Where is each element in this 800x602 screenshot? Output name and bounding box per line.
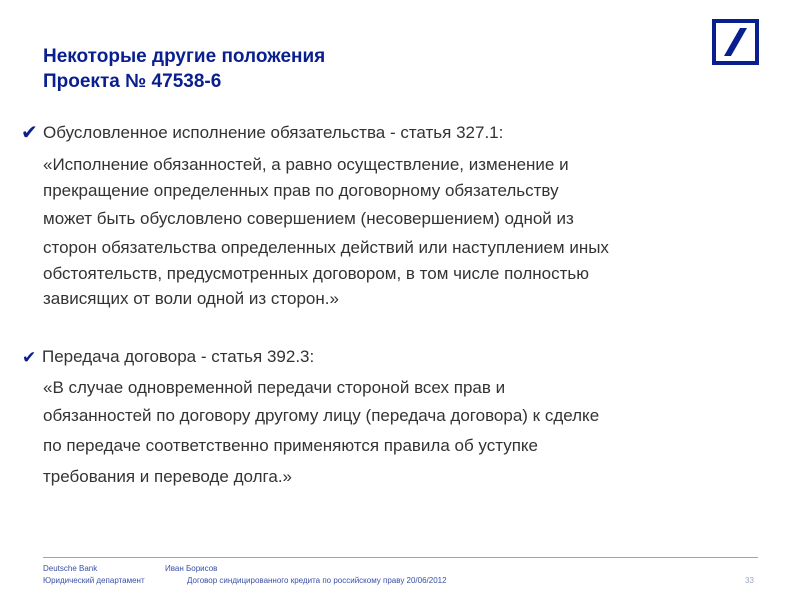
slide-title-line-1: Некоторые другие положения	[43, 46, 326, 67]
deutsche-bank-logo-icon	[712, 19, 759, 65]
bullet-article-392-3	[22, 346, 314, 369]
bullet-article-327-1	[21, 122, 503, 144]
quote-line: «Исполнение обязанностей, а равно осуществление, изменение и	[43, 155, 569, 174]
page-number: 33	[745, 576, 754, 585]
slide-title	[43, 44, 325, 94]
footer-divider	[43, 557, 758, 558]
footer-document-title: Договор синдицированного кредита по российскому праву 20/06/2012	[187, 576, 447, 585]
slide-title-line-2: Проекта № 47538-6	[43, 71, 222, 92]
bullet-heading: Обусловленное исполнение обязательства - статья 327.1:	[43, 123, 504, 142]
quote-line: сторон обязательства определенных действий или наступлением иных	[43, 238, 609, 257]
quote-line: прекращение определенных прав по договорному обязательству	[43, 181, 559, 200]
quote-line: обстоятельств, предусмотренных договором, в том числе полностью	[43, 264, 590, 283]
quote-line: обязанностей по договору другому лицу (передача договора) к сделке	[43, 406, 600, 425]
quote-line: по передаче соответственно применяются правила об уступке	[43, 436, 539, 455]
checkmark-icon: ✔	[21, 122, 38, 144]
quote-line: может быть обусловлено совершением (несовершением) одной из	[43, 209, 574, 228]
bullet-heading: Передача договора - статья 392.3:	[42, 347, 315, 366]
footer-department: Юридический департамент	[43, 576, 145, 585]
quote-line: зависящих от воли одной из сторон.»	[43, 289, 339, 308]
checkmark-icon: ✔	[22, 348, 37, 367]
quote-line: требования и переводе долга.»	[43, 467, 292, 486]
quote-line: «В случае одновременной передачи стороной всех прав и	[43, 378, 506, 397]
footer-company: Deutsche Bank	[43, 564, 98, 573]
footer-presenter: Иван Борисов	[165, 564, 218, 573]
